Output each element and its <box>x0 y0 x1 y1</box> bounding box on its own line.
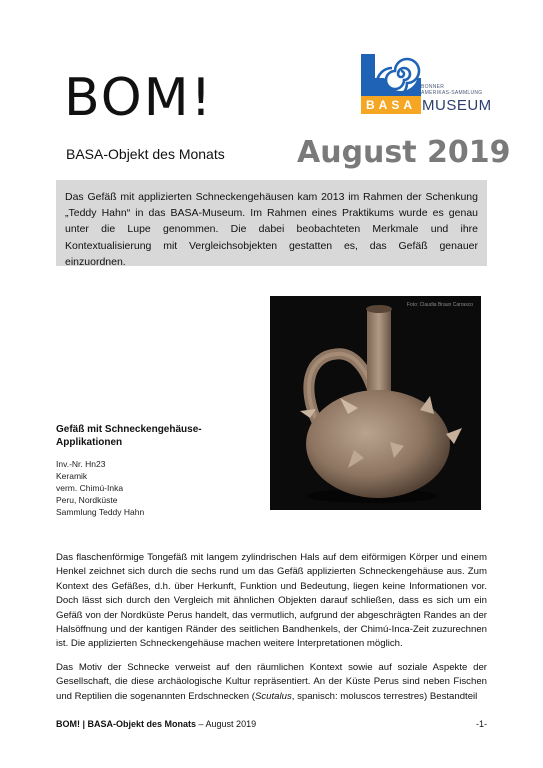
page-footer <box>56 719 487 733</box>
photo-credit: Foto: Claudia Braun Carrasco <box>406 302 473 308</box>
object-title: Gefäß mit Schneckengehäuse-Applikationen <box>56 424 202 448</box>
page-number: -1- <box>476 719 487 729</box>
page-title: BOM! <box>64 68 214 128</box>
logo-small-text: BONNER AMERIKAS-SAMMLUNG <box>421 84 483 96</box>
body-paragraph-2: Das Motiv der Schnecke verweist auf den räumlichen Kontext sowie auf soziale Aspekte der Gesellschaft, die diese archäologische Kultur repräsentiert. An der Küste Perus sind neben Fischen und Reptilien die sogenannten Erdschnecken (Scutalus, spanisch: moluscos terrestres) Bestandteil <box>56 662 487 702</box>
object-metadata <box>56 458 256 518</box>
origin: Peru, Nordküste <box>56 495 118 505</box>
material: Keramik <box>56 471 88 481</box>
intro-box: Das Gefäß mit applizierten Schneckengehäusen kam 2013 im Rahmen der Schenkung „Teddy Hahn“ in das BASA-Museum. Im Rahmen eines Praktikums wurde es genau unter die Lupe genommen. Die dabei beobachteten Merkmale und ihre Kontextualisierung mit Vergleichsobjekten gestatten es, das Gefäß genauer einzuordnen. <box>56 180 487 266</box>
inventory-number: Inv.-Nr. Hn23 <box>56 459 106 469</box>
object-photo <box>270 296 481 510</box>
collection: Sammlung Teddy Hahn <box>56 507 145 517</box>
italic-term: Scutalus <box>254 690 292 702</box>
basa-museum-logo <box>361 54 511 124</box>
footer-date: – August 2019 <box>196 719 257 729</box>
page-subtitle: BASA-Objekt des Monats <box>66 146 225 162</box>
footer-brand: BOM! | BASA-Objekt des Monats <box>56 719 197 729</box>
body-paragraph-1: Das flaschenförmige Tongefäß mit langem zylindrischen Hals auf dem eiförmigen Körper und einem Henkel zeichnet sich durch die sechs rund um das Gefäß applizierten Schneckengehäuse aus. Zum Kontext des Gefäßes, d.h. über Herkunft, Funktion und Bedeutung, liegen keine Informationen vor. Doch lässt sich durch den Vergleich mit ähnlichen Objekten darauf schließen, dass es sich um ein Gefäß von der Nordküste Perus handelt, das vermutlich, aufgrund der abgeschrägten Randes an der Halsöffnung und der kantigen Ränder des seitlichen Bandhenkels, der Chimú-Inca-Zeit zuzurechnen ist. Die applizierten Schneckengehäuse machen weitere Interpretationen möglich. <box>56 552 487 650</box>
vessel-photo-image <box>270 296 481 510</box>
logo-basa-band: BASA <box>361 96 421 114</box>
spiral-logo-icon <box>361 54 421 96</box>
logo-museum-text: MUSEUM <box>422 97 492 114</box>
issue-month: August 2019 <box>297 135 511 170</box>
culture: verm. Chimú-Inka <box>56 483 124 493</box>
